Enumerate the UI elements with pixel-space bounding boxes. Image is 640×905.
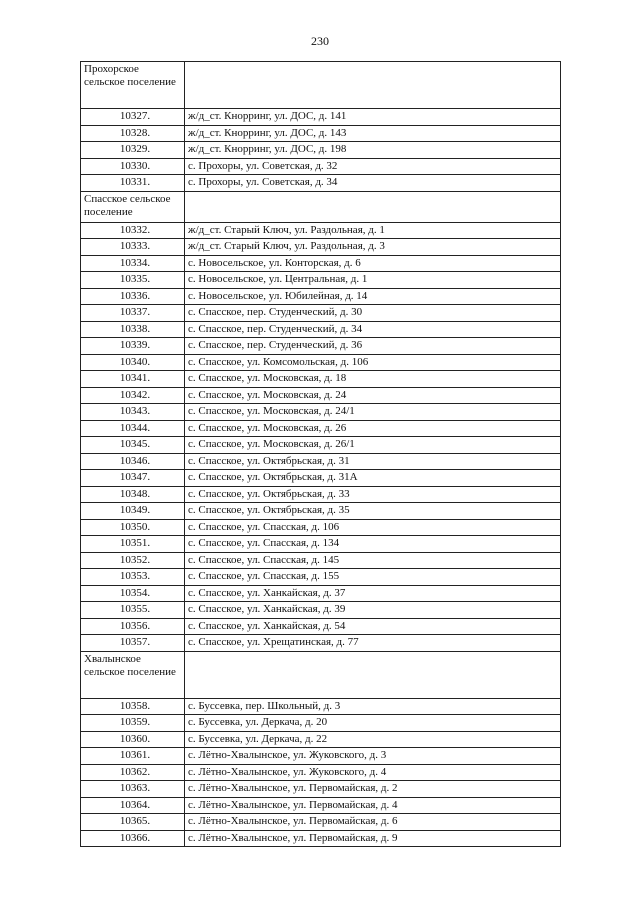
row-address: с. Спасское, ул. Спасская, д. 155 (185, 569, 561, 586)
table-row (81, 797, 561, 814)
row-number: 10350. (81, 519, 185, 536)
row-address: ж/д_ст. Старый Ключ, ул. Раздольная, д. 3 (185, 239, 561, 256)
table-row (81, 503, 561, 520)
row-number: 10327. (81, 109, 185, 126)
row-number: 10330. (81, 158, 185, 175)
table-row (81, 814, 561, 831)
row-address: ж/д_ст. Кнорринг, ул. ДОС, д. 198 (185, 142, 561, 159)
row-number: 10333. (81, 239, 185, 256)
table-row (81, 453, 561, 470)
row-number: 10336. (81, 288, 185, 305)
table-row (81, 420, 561, 437)
page-number: 230 (311, 34, 329, 48)
section-title: Хвалынское сельское поселение (81, 651, 185, 698)
table-row (81, 698, 561, 715)
row-address: с. Спасское, ул. Ханкайская, д. 54 (185, 618, 561, 635)
row-address: ж/д_ст. Старый Ключ, ул. Раздольная, д. 1 (185, 222, 561, 239)
row-address: с. Лётно-Хвалынское, ул. Жуковского, д. 4 (185, 764, 561, 781)
table-row (81, 109, 561, 126)
row-address: с. Спасское, ул. Хрещатинская, д. 77 (185, 635, 561, 652)
row-number: 10328. (81, 125, 185, 142)
table-row (81, 354, 561, 371)
section-header-row (81, 651, 561, 698)
row-address: с. Спасское, ул. Октябрьская, д. 33 (185, 486, 561, 503)
row-number: 10355. (81, 602, 185, 619)
row-number: 10346. (81, 453, 185, 470)
row-number: 10329. (81, 142, 185, 159)
row-address: с. Лётно-Хвалынское, ул. Первомайская, д. 2 (185, 781, 561, 798)
row-address: с. Спасское, ул. Октябрьская, д. 35 (185, 503, 561, 520)
table-row (81, 748, 561, 765)
row-address: с. Спасское, ул. Спасская, д. 134 (185, 536, 561, 553)
registry-body (81, 62, 561, 847)
row-number: 10364. (81, 797, 185, 814)
row-address: с. Спасское, ул. Октябрьская, д. 31 (185, 453, 561, 470)
table-row (81, 830, 561, 847)
table-row (81, 158, 561, 175)
section-title: Прохорское сельское поселение (81, 62, 185, 109)
row-number: 10342. (81, 387, 185, 404)
row-number: 10362. (81, 764, 185, 781)
row-address: с. Спасское, ул. Ханкайская, д. 37 (185, 585, 561, 602)
row-address: с. Спасское, пер. Студенческий, д. 36 (185, 338, 561, 355)
row-number: 10335. (81, 272, 185, 289)
row-address: с. Спасское, ул. Ханкайская, д. 39 (185, 602, 561, 619)
row-address: с. Спасское, пер. Студенческий, д. 34 (185, 321, 561, 338)
row-address: с. Новосельское, ул. Конторская, д. 6 (185, 255, 561, 272)
table-row (81, 602, 561, 619)
row-number: 10332. (81, 222, 185, 239)
row-address: с. Новосельское, ул. Юбилейная, д. 14 (185, 288, 561, 305)
table-row (81, 470, 561, 487)
row-address: с. Спасское, пер. Студенческий, д. 30 (185, 305, 561, 322)
row-address: с. Спасское, ул. Октябрьская, д. 31А (185, 470, 561, 487)
row-number: 10340. (81, 354, 185, 371)
section-header-row (81, 191, 561, 222)
row-number: 10334. (81, 255, 185, 272)
row-address: с. Прохоры, ул. Советская, д. 34 (185, 175, 561, 192)
row-number: 10349. (81, 503, 185, 520)
row-number: 10344. (81, 420, 185, 437)
table-row (81, 371, 561, 388)
table-row (81, 437, 561, 454)
table-row (81, 618, 561, 635)
row-number: 10357. (81, 635, 185, 652)
table-row (81, 321, 561, 338)
table-row (81, 255, 561, 272)
table-row (81, 288, 561, 305)
row-address: с. Спасское, ул. Московская, д. 24 (185, 387, 561, 404)
table-row (81, 305, 561, 322)
row-number: 10345. (81, 437, 185, 454)
row-address: с. Спасское, ул. Московская, д. 26 (185, 420, 561, 437)
row-number: 10366. (81, 830, 185, 847)
table-row (81, 585, 561, 602)
table-row (81, 387, 561, 404)
row-number: 10351. (81, 536, 185, 553)
row-address: с. Буссевка, пер. Школьный, д. 3 (185, 698, 561, 715)
section-header-row (81, 62, 561, 109)
row-address: с. Спасское, ул. Московская, д. 24/1 (185, 404, 561, 421)
row-number: 10339. (81, 338, 185, 355)
row-number: 10365. (81, 814, 185, 831)
row-address: с. Новосельское, ул. Центральная, д. 1 (185, 272, 561, 289)
row-address: ж/д_ст. Кнорринг, ул. ДОС, д. 143 (185, 125, 561, 142)
table-row (81, 175, 561, 192)
row-address: с. Спасское, ул. Комсомольская, д. 106 (185, 354, 561, 371)
row-address: с. Лётно-Хвалынское, ул. Первомайская, д. 6 (185, 814, 561, 831)
address-registry-table (80, 61, 561, 847)
row-address: с. Спасское, ул. Спасская, д. 145 (185, 552, 561, 569)
row-number: 10331. (81, 175, 185, 192)
row-number: 10359. (81, 715, 185, 732)
row-address: с. Лётно-Хвалынское, ул. Первомайская, д. 9 (185, 830, 561, 847)
table-row (81, 222, 561, 239)
row-number: 10361. (81, 748, 185, 765)
row-number: 10353. (81, 569, 185, 586)
row-address: с. Прохоры, ул. Советская, д. 32 (185, 158, 561, 175)
section-empty-cell (185, 651, 561, 698)
row-number: 10347. (81, 470, 185, 487)
table-row (81, 715, 561, 732)
table-row (81, 486, 561, 503)
table-row (81, 338, 561, 355)
table-row (81, 125, 561, 142)
row-address: ж/д_ст. Кнорринг, ул. ДОС, д. 141 (185, 109, 561, 126)
row-address: с. Спасское, ул. Московская, д. 26/1 (185, 437, 561, 454)
table-row (81, 731, 561, 748)
table-row (81, 536, 561, 553)
table-row (81, 569, 561, 586)
section-empty-cell (185, 191, 561, 222)
row-number: 10337. (81, 305, 185, 322)
row-number: 10343. (81, 404, 185, 421)
row-address: с. Лётно-Хвалынское, ул. Жуковского, д. 3 (185, 748, 561, 765)
table-row (81, 635, 561, 652)
row-number: 10358. (81, 698, 185, 715)
table-row (81, 552, 561, 569)
row-number: 10341. (81, 371, 185, 388)
section-title: Спасское сельское поселение (81, 191, 185, 222)
row-number: 10352. (81, 552, 185, 569)
row-address: с. Буссевка, ул. Деркача, д. 20 (185, 715, 561, 732)
table-row (81, 142, 561, 159)
table-row (81, 404, 561, 421)
row-number: 10363. (81, 781, 185, 798)
row-number: 10360. (81, 731, 185, 748)
row-address: с. Буссевка, ул. Деркача, д. 22 (185, 731, 561, 748)
table-row (81, 272, 561, 289)
table-row (81, 239, 561, 256)
row-number: 10338. (81, 321, 185, 338)
row-address: с. Спасское, ул. Московская, д. 18 (185, 371, 561, 388)
row-number: 10356. (81, 618, 185, 635)
row-number: 10354. (81, 585, 185, 602)
section-empty-cell (185, 62, 561, 109)
row-address: с. Лётно-Хвалынское, ул. Первомайская, д. 4 (185, 797, 561, 814)
row-address: с. Спасское, ул. Спасская, д. 106 (185, 519, 561, 536)
table-row (81, 519, 561, 536)
table-row (81, 764, 561, 781)
table-row (81, 781, 561, 798)
row-number: 10348. (81, 486, 185, 503)
